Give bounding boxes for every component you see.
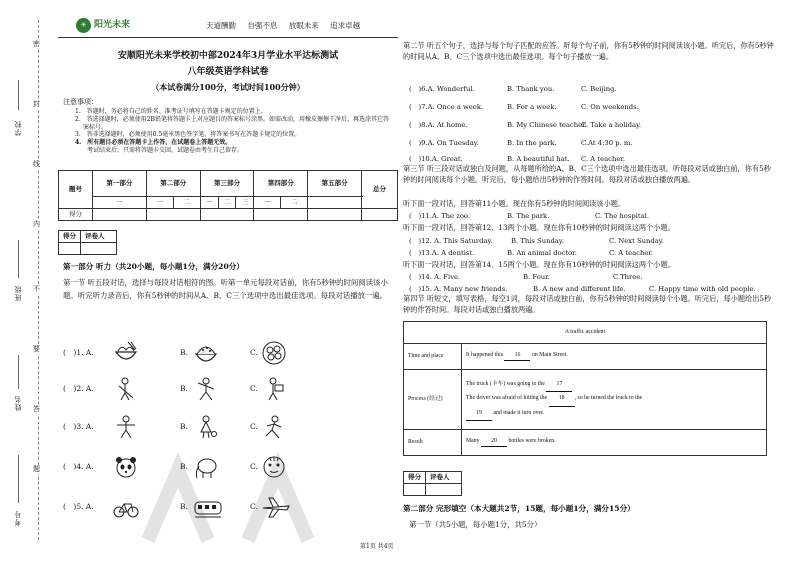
- class-label: 班级: [14, 285, 22, 301]
- boy-exercising-icon: [113, 414, 139, 440]
- score-subheader: 一: [93, 197, 147, 209]
- grader-score-label: 得分: [404, 472, 426, 484]
- table-cell: [462, 430, 767, 456]
- panda-icon: [113, 454, 139, 480]
- option-b: B. Thank you.: [507, 85, 555, 93]
- score-header: 第五部分: [308, 171, 362, 197]
- blank-18[interactable]: 18: [549, 392, 575, 406]
- picture-question-3: [63, 414, 393, 444]
- score-header: 第三部分: [200, 171, 254, 197]
- seal-char: 要: [33, 345, 40, 353]
- option-b: B. An animal doctor.: [507, 249, 577, 257]
- score-row-label: 得分: [59, 209, 93, 221]
- table-cell: [462, 370, 767, 430]
- elephant-icon: [193, 454, 219, 480]
- picture-question-4: [63, 454, 393, 484]
- option-label: B.: [180, 384, 188, 393]
- part1-intro: 第一节 听五段对话，选择与每段对话相符的图。听第一单元每段对话前，你有5秒钟的时间阅读该小题。听完听力录音后，你有5秒钟的时间从A、B、C三个选项中选出最佳选项。每段对话播放一遍。: [63, 278, 388, 300]
- option-label: C.: [250, 422, 258, 431]
- option-label: B.: [180, 502, 188, 511]
- person-dancing-icon: [193, 376, 219, 402]
- grader-label: 评卷人: [426, 472, 462, 484]
- question-number: ( )1. A.: [63, 348, 94, 357]
- person-running-icon: [261, 414, 287, 440]
- person-sweeping-icon: [113, 376, 139, 402]
- score-header: 第四部分: [254, 171, 308, 197]
- logo-text: 阳光未来: [94, 20, 131, 31]
- instruction-item: 考试结束后，只需将答题卡交回，试题卷由考生自己留存。: [75, 146, 244, 154]
- row-label: Time and place: [404, 344, 462, 370]
- score-cell[interactable]: [146, 209, 200, 221]
- exam-title: 安顺阳光未来学校初中部2024年3月学业水平达标测试: [117, 51, 339, 61]
- class-field[interactable]: [18, 240, 19, 278]
- airplane-icon: [261, 494, 291, 520]
- picture-question-1: [63, 340, 393, 370]
- option-b: B. For a week.: [507, 103, 557, 111]
- blank-17[interactable]: 17: [546, 378, 572, 392]
- score-subheader: 三: [236, 197, 254, 209]
- seal-line: [38, 20, 39, 540]
- grader-box-2: [403, 471, 462, 496]
- question-stem: ( )10.A. Great.: [409, 155, 463, 163]
- cell-text: , so he turned the truck to the: [574, 395, 643, 402]
- cell-text: It happened this: [466, 352, 504, 359]
- question-number: ( )4. A.: [63, 462, 94, 471]
- picture-question-5: [63, 494, 393, 524]
- option-b: B. This Sunday.: [511, 237, 564, 245]
- exam-no-field[interactable]: [18, 455, 19, 503]
- seal-char: 内: [33, 220, 40, 228]
- option-label: C.: [250, 348, 258, 357]
- option-b: B. Four.: [523, 273, 550, 281]
- seal-char: 密: [33, 40, 40, 48]
- train-icon: [193, 494, 223, 520]
- question-stem: ( )8.A. At home.: [409, 121, 468, 129]
- part1-heading: 第一部分 听力（共20小题，每小题1分，满分20分）: [63, 262, 244, 271]
- cell-text: bottles were broken.: [508, 438, 556, 445]
- cell-text: on Main Street.: [531, 352, 568, 359]
- exam-info: （本试卷满分100分，考试时间100分钟）: [151, 82, 305, 92]
- picture-question-2: [63, 376, 393, 406]
- school-motto: 天道酬勤 自强不息 放眼未来 追求卓越: [206, 21, 361, 30]
- school-label: 学校: [14, 120, 22, 136]
- question-number: ( )2. A.: [63, 384, 94, 393]
- score-header: 题号: [59, 171, 93, 209]
- option-label: B.: [180, 348, 188, 357]
- question-number: ( )3. A.: [63, 422, 94, 431]
- question-stem: ( )15. A. Many new friends.: [409, 285, 508, 293]
- option-c: C. Take a holiday.: [581, 121, 642, 129]
- tiger-icon: [261, 454, 287, 480]
- table-cell: [462, 344, 767, 370]
- section4-intro: 第四节 听短文，填写表格，每空1词，每段对话或独白前，你有5秒钟的时间阅读每个小题。听完后，每小题给出5秒钟的作答时间。每段对话或独白播放两遍。: [403, 294, 772, 314]
- section2-intro: 第二节 听五个句子，选择与每个句子匹配的应答。听每个句子前，你有5秒钟的时间阅读该小题。听完后，你有5秒钟的时间从A、B、C三个选项中选出最佳选项。每个句子播放一遍。: [403, 41, 774, 61]
- cell-text: and made it turn over.: [493, 409, 545, 416]
- option-c: C.Three.: [613, 273, 643, 281]
- option-label: C.: [250, 462, 258, 471]
- binding-margin: [0, 0, 52, 561]
- score-header: 第一部分: [93, 171, 147, 197]
- option-c: C. The hospital.: [595, 212, 649, 220]
- seal-char: 线: [33, 160, 40, 168]
- question-number: ( )5. A.: [63, 502, 94, 511]
- score-subheader: 一: [200, 197, 218, 209]
- cell-text: The truck (卡车) was going to the: [466, 381, 545, 387]
- score-subheader: 一: [146, 197, 173, 209]
- grader-cell[interactable]: [81, 243, 117, 255]
- instructions: [63, 98, 393, 154]
- q11-intro: 听下面一段对话，回答第11小题。现在你有5秒钟的时间阅读该小题。: [403, 199, 626, 208]
- question-stem: ( )6.A. Wonderful.: [409, 85, 475, 93]
- cell-text: The driver was afraid of hitting the: [466, 395, 548, 402]
- option-label: B.: [180, 422, 188, 431]
- option-b: B. My Chinese teacher.: [507, 121, 587, 129]
- option-c: C. Beijing.: [581, 85, 617, 93]
- option-c: C. Happy time with old people.: [649, 285, 756, 293]
- name-field[interactable]: [18, 355, 19, 389]
- grader-cell[interactable]: [426, 484, 462, 496]
- option-c: C. Next Sunday.: [609, 237, 664, 245]
- blank-19[interactable]: 19: [466, 407, 492, 421]
- question-stem: ( )7.A. Once a week.: [409, 103, 484, 111]
- part2-heading: 第二部分 完形填空（本大题共2节，15题，每小题1分，满分15分）: [403, 504, 635, 513]
- grader-label: 评卷人: [81, 231, 117, 243]
- page-number: 第1页 共4页: [360, 543, 394, 550]
- score-subheader: 二: [173, 197, 200, 209]
- blank-16[interactable]: 16: [504, 352, 530, 361]
- q12-intro: 听下面一段对话，回答第12、13两个小题。现在你有10秒钟的时间阅读这两个小题。: [403, 223, 675, 232]
- dumplings-plate-icon: [261, 340, 287, 366]
- page-header: [58, 0, 398, 44]
- noodle-bowl-icon: [113, 340, 139, 366]
- score-subheader: 一: [254, 197, 281, 209]
- seal-char: 不: [33, 285, 40, 293]
- seal-char: 封: [33, 100, 40, 108]
- sun-logo-icon: ☀: [76, 18, 91, 33]
- instruction-item: 2. 答选择题时，必须使用2B铅笔将答题卡上对应题目的答案标号涂黑。如需改动，用橡皮擦擦干净后，再选涂其它答案标号。: [75, 116, 389, 131]
- score-subheader: 二: [281, 197, 308, 209]
- score-subheader: [308, 197, 362, 209]
- score-header: 总分: [362, 171, 398, 209]
- grader-box: [58, 230, 117, 255]
- instructions-heading: 注意事项：: [63, 98, 98, 106]
- exam-no-label: 考号: [14, 510, 22, 526]
- option-c: C.At 4:30 p. m.: [581, 139, 633, 147]
- score-table: [58, 170, 398, 221]
- question-stem: ( )13.A. A dentist.: [409, 249, 475, 257]
- section3-intro: 第三节 听三段对话或独白及问题，从每题所给的A、B、C三个选项中选出最佳选项。听每段对话或独白前，你有5秒钟的时间阅读每个小题。听完后，每小题给出5秒钟的作答时间。每段对话或独白播放两遍。: [403, 164, 771, 184]
- option-b: B. In the park.: [507, 139, 557, 147]
- part2-subheading: 第一节（共5小题，每小题1分，共5分）: [409, 520, 542, 529]
- option-label: B.: [180, 462, 188, 471]
- bicycle-icon: [113, 494, 139, 520]
- seal-char: 答: [33, 405, 40, 413]
- instruction-item: 3. 答非选择题时，必须使用0.5毫米黑色签字笔，将答案书写在答题卡规定的位置。: [75, 131, 301, 139]
- exam-subtitle: 八年级英语学科试卷: [187, 67, 269, 77]
- option-c: C. A teacher.: [581, 155, 626, 163]
- score-header: 第二部分: [146, 171, 200, 197]
- score-cell[interactable]: [200, 209, 254, 221]
- option-c: C. On weekends.: [581, 103, 639, 111]
- question-stem: ( )12. A. This Saturday.: [409, 237, 493, 245]
- score-subheader: 二: [218, 197, 236, 209]
- option-c: C. A teacher.: [609, 249, 654, 257]
- option-label: C.: [250, 502, 258, 511]
- instruction-item: 4. 所有题目必须在答题卡上作答，在试题卷上答题无效。: [75, 139, 232, 147]
- rice-bowl-icon: [193, 340, 219, 366]
- score-cell[interactable]: [254, 209, 308, 221]
- table-title: A traffic accident: [404, 322, 767, 344]
- seal-char: 题: [33, 465, 40, 473]
- instruction-item: 1. 答题时，务必将自己的姓名、准考证号填写在答题卡规定的位置上。: [75, 108, 267, 116]
- option-b: B. A new and different life.: [533, 285, 626, 293]
- option-b: B. The park.: [507, 212, 550, 220]
- grader-score-cell[interactable]: [59, 243, 81, 255]
- question-stem: ( )9.A. On Tuesday.: [409, 139, 479, 147]
- question-stem: ( )14. A. Five.: [409, 273, 461, 281]
- school-field[interactable]: [18, 80, 19, 110]
- score-cell[interactable]: [93, 209, 147, 221]
- question-stem: ( )11.A. The zoo.: [409, 212, 471, 220]
- cell-text: .: [572, 381, 574, 387]
- q14-intro: 听下面一段对话，回答第14、15两个小题。现在你有10秒钟的时间阅读这两个小题。: [403, 260, 675, 269]
- grader-score-label: 得分: [59, 231, 81, 243]
- grader-score-cell[interactable]: [404, 484, 426, 496]
- name-label: 姓名: [14, 395, 22, 411]
- left-column: [58, 0, 398, 511]
- cell-text: Many: [466, 438, 480, 445]
- traffic-accident-table: [403, 321, 767, 456]
- blank-20[interactable]: 20: [481, 438, 507, 447]
- option-label: C.: [250, 384, 258, 393]
- row-label: Process (经过): [404, 370, 462, 430]
- row-label: Result: [404, 430, 462, 456]
- header-rule: [58, 37, 398, 38]
- person-reading-icon: [261, 376, 287, 402]
- girl-playing-icon: [193, 414, 219, 440]
- score-cell[interactable]: [362, 209, 398, 221]
- school-logo: [76, 18, 130, 33]
- score-cell[interactable]: [308, 209, 362, 221]
- option-b: B. A beautiful hat.: [507, 155, 570, 163]
